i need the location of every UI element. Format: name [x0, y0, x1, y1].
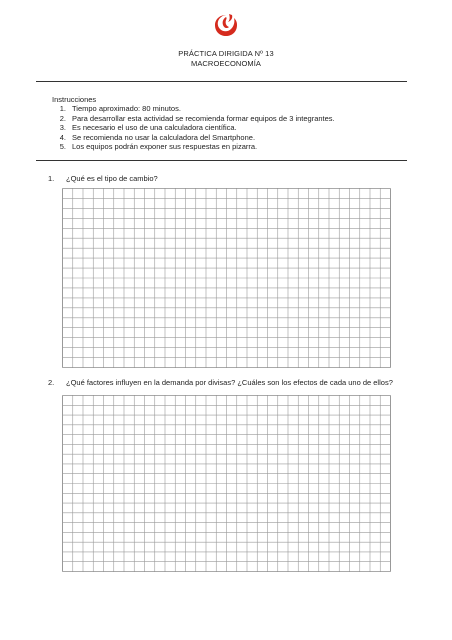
question-2	[48, 378, 393, 387]
top-divider	[36, 81, 407, 82]
instruction-number: 3.	[59, 123, 66, 133]
instruction-item	[52, 114, 335, 124]
page-title: PRÁCTICA DIRIGIDA Nº 13	[178, 49, 274, 58]
instruction-item	[52, 123, 335, 133]
instruction-text: Para desarrollar esta actividad se recomienda formar equipos de 3 integrantes.	[72, 113, 335, 123]
question-number: 2.	[48, 378, 55, 387]
instruction-item	[52, 142, 335, 152]
instruction-text: Los equipos podrán exponer sus respuestas en pizarra.	[72, 142, 258, 152]
answer-grid-1[interactable]	[62, 188, 391, 368]
upc-logo-icon	[212, 11, 240, 39]
question-1	[48, 174, 158, 183]
instruction-text: Se recomienda no usar la calculadora del Smartphone.	[72, 132, 256, 142]
instruction-text: Tiempo aproximado: 80 minutos.	[72, 104, 181, 113]
instructions-heading: Instrucciones	[52, 95, 97, 104]
instruction-number: 1.	[59, 104, 66, 113]
instruction-text: Es necesario el uso de una calculadora científica.	[72, 123, 237, 133]
course-subtitle: MACROECONOMÍA	[190, 59, 262, 68]
question-text: ¿Qué es el tipo de cambio?	[66, 174, 158, 183]
instructions-list	[52, 104, 335, 152]
question-text: ¿Qué factores influyen en la demanda por divisas? ¿Cuáles son los efectos de cada uno de ellos?	[66, 378, 393, 387]
instruction-item	[52, 104, 335, 114]
instructions-divider	[36, 160, 407, 161]
instruction-number: 5.	[59, 142, 66, 152]
instruction-number: 2.	[59, 113, 66, 123]
answer-grid-2[interactable]	[62, 395, 391, 572]
instruction-item	[52, 133, 335, 143]
question-number: 1.	[48, 174, 55, 183]
instruction-number: 4.	[59, 132, 66, 142]
